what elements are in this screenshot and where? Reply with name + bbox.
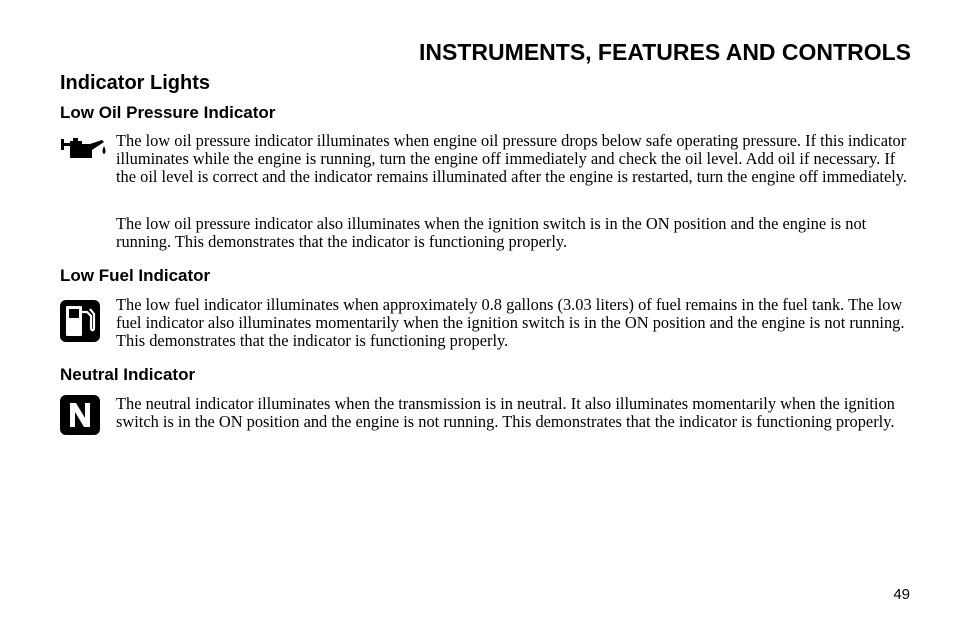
section-title: Indicator Lights <box>60 72 210 94</box>
low-fuel-paragraph: The low fuel indicator illuminates when approximately 0.8 gallons (3.03 liters) of fuel remains in the fuel tank. The low fuel indicator also illuminates momentarily when the ignition switch is in the ON position and the engine is not running. This demonstrates that the indicator is functioning properly. <box>116 295 905 351</box>
low-oil-pressure-title: Low Oil Pressure Indicator <box>60 103 276 122</box>
neutral-title: Neutral Indicator <box>60 365 196 384</box>
neutral-n-icon <box>60 395 100 440</box>
low-fuel-title: Low Fuel Indicator <box>60 266 211 285</box>
fuel-pump-icon <box>60 300 100 347</box>
low-oil-paragraph-2: The low oil pressure indicator also illuminates when the ignition switch is in the ON position and the engine is not running. This demonstrates that the indicator is functioning properly. <box>116 214 867 252</box>
neutral-paragraph: The neutral indicator illuminates when the transmission is in neutral. It also illuminates momentarily when the ignition switch is in the ON position and the engine is not running. This demonstrates that the indicator is functioning properly. <box>116 394 895 432</box>
page-number: 49 <box>893 586 910 603</box>
chapter-title: INSTRUMENTS, FEATURES AND CONTROLS <box>419 39 911 65</box>
low-oil-paragraph-1: The low oil pressure indicator illuminates when engine oil pressure drops below safe operating pressure. If this indicator illuminates while the engine is running, turn the engine off immediately and check the oil level. Add oil if necessary. If the oil level is correct and the indicator remains illuminated after the engine is restarted, turn the engine off immediately. <box>116 131 908 187</box>
oil-can-icon <box>60 136 110 167</box>
